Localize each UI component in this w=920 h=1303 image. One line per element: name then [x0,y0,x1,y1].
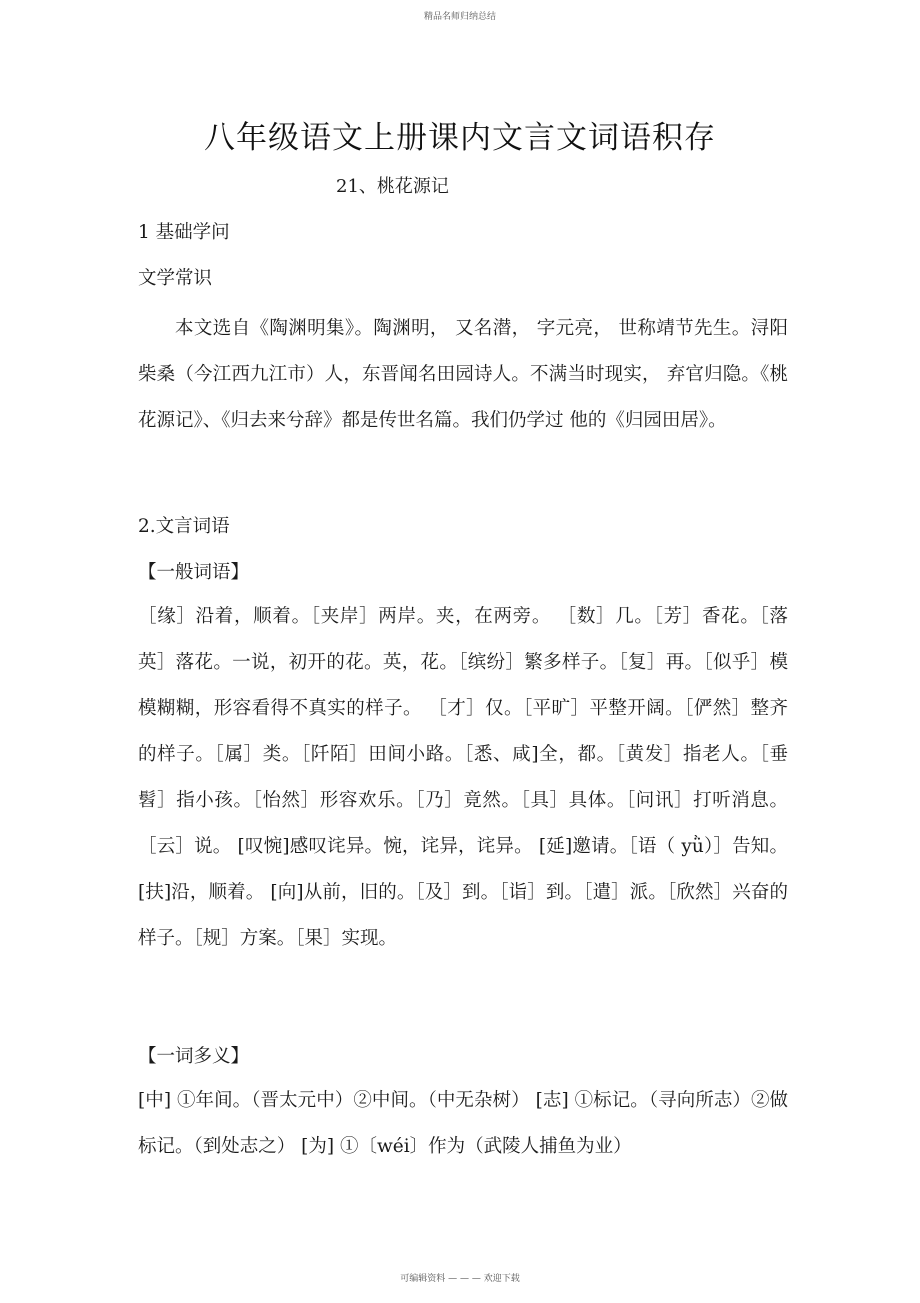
subheading-polysemy: 【一词多义】 [138,1046,250,1067]
subheading-general-words: 【一般词语】 [138,562,250,583]
section-basic-knowledge: 1 基础学问 [138,222,230,243]
lesson-subtitle: 21、桃花源记 [336,176,449,197]
page-header: 精品名师归纳总结 [423,12,496,22]
paragraph-general-words: ［缘］沿着，顺着。［夹岸］两岸。夹，在两旁。 ［数］几。［芳］香花。［落英］落花。一说，初开的花。英，花。［缤纷］繁多样子。［复］再。［似乎］模模糊糊，形容看得不真实的样子。 ［才］仅。［平旷］平整开阔。［俨然］整齐的样子。［属］类。［阡陌］田间小路。［悉、咸]全，都。［黄发］指老人。［垂髫］指小孩。［怡然］形容欢乐。［乃］竟然。［具］具体。［问讯］打听消息。［云］说。 [叹惋]感叹诧异。惋，诧异，诧异。 [延]邀请。［语（ yǜ）］告知。 [扶]沿，顺着。 [向]从前，旧的。［及］到。［诣］到。［遣］派。［欣然］兴奋的样子。［规］方案。［果］实现。 [138,606,788,949]
page-footer: 可编辑资料 — — — 欢迎下载 [400,1274,520,1284]
subheading-literary-knowledge: 文学常识 [138,268,213,289]
section-classical-words: 2.文言词语 [138,516,230,537]
document-title: 八年级语文上册课内文言文词语积存 [204,120,716,156]
paragraph-polysemy: [中] ①年间。（晋太元中）②中间。（中无杂树） [志] ①标记。（寻向所志）②做标记。（到处志之） [为] ①〔wéi〕作为（武陵人捕鱼为业） [138,1090,788,1157]
paragraph-author-intro: 本文选自《陶渊明集》。陶渊明， 又名潜， 字元亮， 世称靖节先生。浔阳柴桑（今江西九江市）人，东晋闻名田园诗人。不满当时现实， 弃官归隐。《桃花源记》、《归去来兮辞》都是传世名篇。我们仍学过 他的《归园田居》。 [138,318,788,431]
